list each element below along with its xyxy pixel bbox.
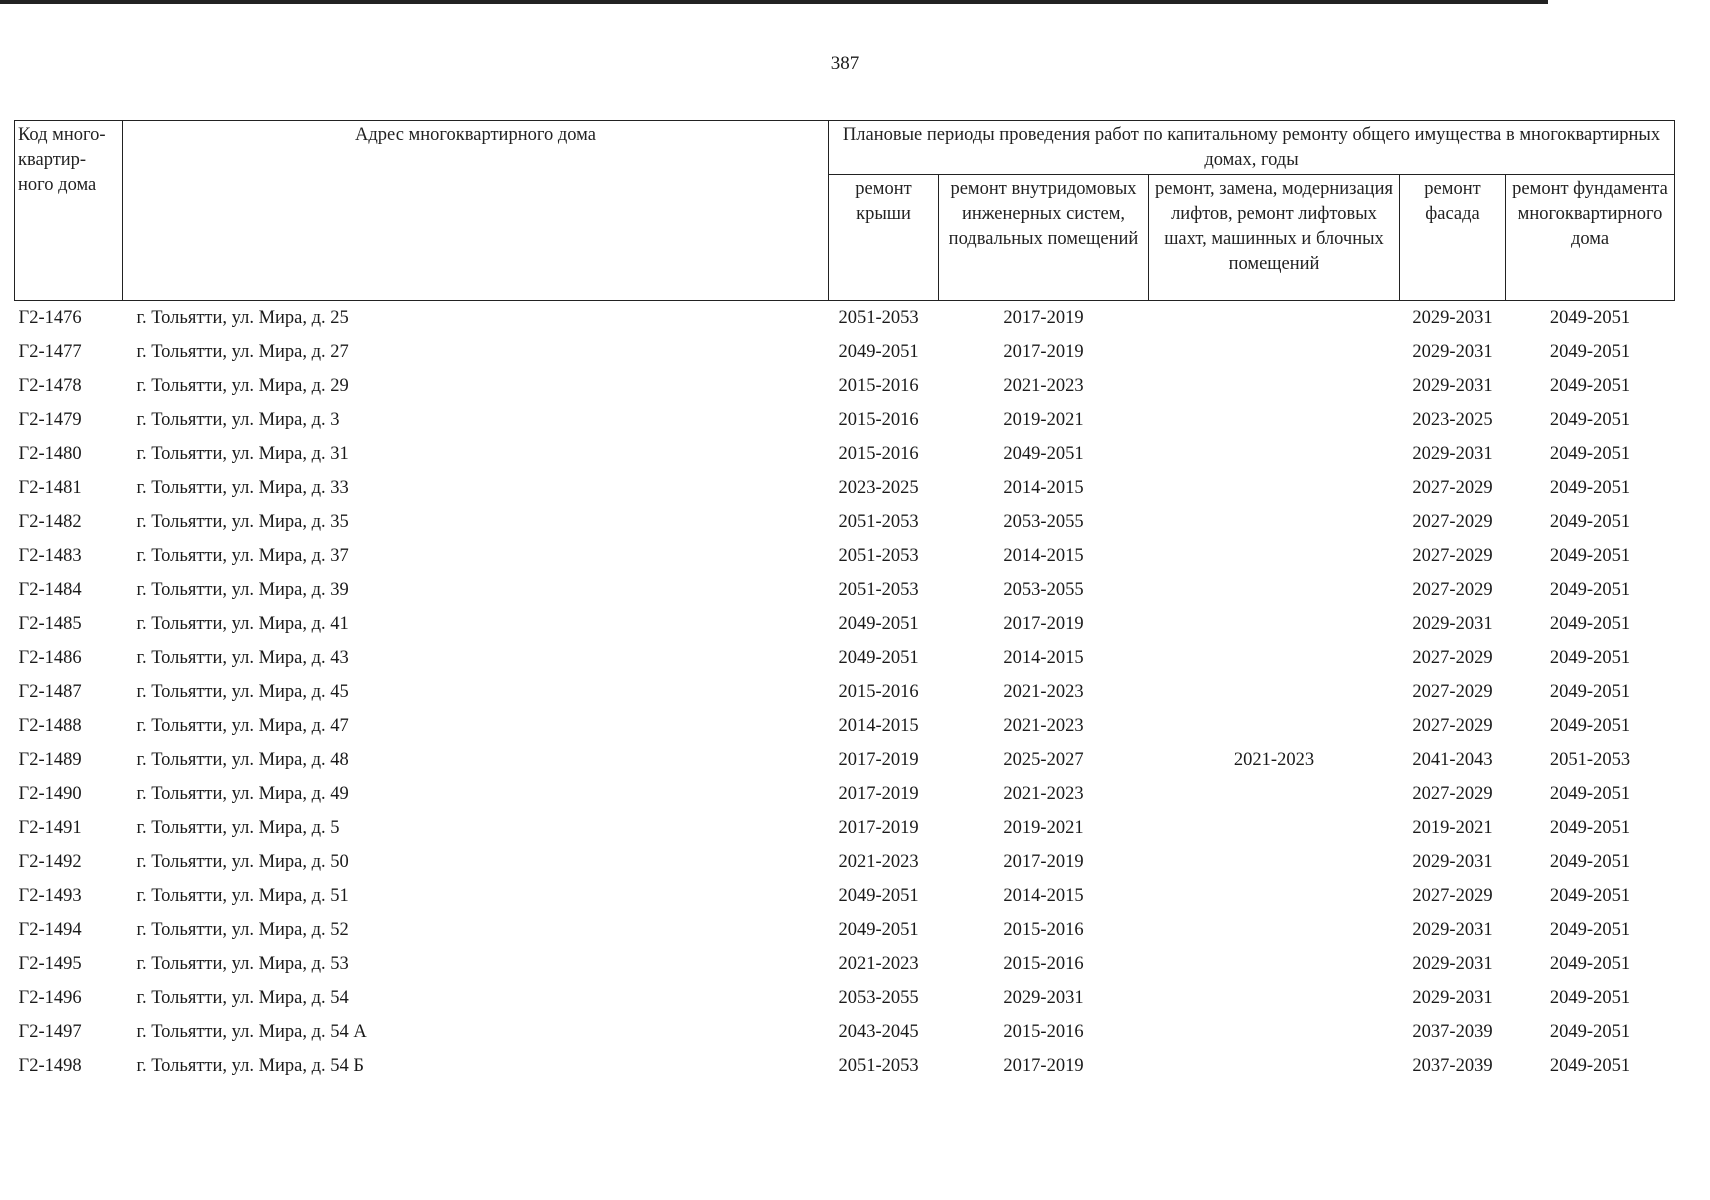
cell-foundation: 2049-2051 (1549, 478, 1631, 498)
cell-foundation: 2049-2051 (1549, 512, 1631, 532)
cell-foundation: 2049-2051 (1549, 444, 1631, 464)
cell-facade: 2041-2043 (1412, 750, 1493, 770)
cell-roof: 2043-2045 (838, 1022, 919, 1042)
cell-address: г. Тольятти, ул. Мира, д. 33 (136, 478, 349, 498)
table-row (15, 913, 1675, 947)
cell-address: г. Тольятти, ул. Мира, д. 54 А (136, 1022, 367, 1042)
cell-facade: 2027-2029 (1412, 546, 1493, 566)
cell-lifts (1149, 539, 1400, 573)
header-engineering: ремонт внутридомовых инженерных систем, подвальных помещений (939, 175, 1149, 301)
cell-address: г. Тольятти, ул. Мира, д. 31 (136, 444, 349, 464)
cell-facade: 2027-2029 (1412, 478, 1493, 498)
cell-lifts (1149, 573, 1400, 607)
cell-address: г. Тольятти, ул. Мира, д. 41 (136, 614, 349, 634)
cell-foundation: 2049-2051 (1549, 818, 1631, 838)
table-header (15, 121, 1675, 301)
cell-foundation: 2049-2051 (1549, 954, 1631, 974)
cell-foundation: 2049-2051 (1549, 886, 1631, 906)
table-row (15, 369, 1675, 403)
cell-code: Г2-1485 (18, 614, 82, 634)
cell-code: Г2-1478 (18, 376, 82, 396)
cell-engineering: 2017-2019 (1003, 1056, 1084, 1076)
cell-address: г. Тольятти, ул. Мира, д. 52 (136, 920, 349, 940)
cell-code: Г2-1477 (18, 342, 82, 362)
cell-roof: 2051-2053 (838, 512, 919, 532)
cell-roof: 2017-2019 (838, 784, 919, 804)
table-row (15, 743, 1675, 777)
cell-foundation: 2049-2051 (1549, 580, 1631, 600)
cell-engineering: 2019-2021 (1003, 410, 1084, 430)
cell-engineering: 2021-2023 (1003, 376, 1084, 396)
cell-lifts (1149, 369, 1400, 403)
cell-address: г. Тольятти, ул. Мира, д. 48 (136, 750, 349, 770)
cell-code: Г2-1483 (18, 546, 82, 566)
cell-facade: 2027-2029 (1412, 648, 1493, 668)
cell-code: Г2-1484 (18, 580, 82, 600)
cell-lifts (1149, 641, 1400, 675)
cell-code: Г2-1497 (18, 1022, 82, 1042)
cell-address: г. Тольятти, ул. Мира, д. 54 Б (136, 1056, 365, 1076)
cell-roof: 2051-2053 (838, 546, 919, 566)
cell-roof: 2015-2016 (838, 376, 919, 396)
table-row (15, 301, 1675, 336)
table-row (15, 539, 1675, 573)
header-row-top (15, 121, 1675, 175)
cell-lifts (1149, 777, 1400, 811)
table-row (15, 573, 1675, 607)
cell-code: Г2-1486 (18, 648, 82, 668)
cell-address: г. Тольятти, ул. Мира, д. 27 (136, 342, 349, 362)
cell-engineering: 2014-2015 (1003, 478, 1084, 498)
cell-lifts (1149, 403, 1400, 437)
cell-code: Г2-1491 (18, 818, 82, 838)
cell-address: г. Тольятти, ул. Мира, д. 49 (136, 784, 349, 804)
cell-lifts: 2021-2023 (1233, 750, 1315, 770)
cell-facade: 2029-2031 (1412, 444, 1493, 464)
cell-engineering: 2025-2027 (1003, 750, 1084, 770)
cell-roof: 2049-2051 (838, 920, 919, 940)
cell-facade: 2037-2039 (1412, 1056, 1493, 1076)
cell-engineering: 2053-2055 (1003, 580, 1084, 600)
table-row (15, 845, 1675, 879)
cell-foundation: 2049-2051 (1549, 410, 1631, 430)
cell-code: Г2-1489 (18, 750, 82, 770)
cell-lifts (1149, 471, 1400, 505)
cell-code: Г2-1493 (18, 886, 82, 906)
cell-roof: 2014-2015 (838, 716, 919, 736)
cell-code: Г2-1481 (18, 478, 82, 498)
cell-roof: 2017-2019 (838, 818, 919, 838)
cell-code: Г2-1480 (18, 444, 82, 464)
cell-facade: 2023-2025 (1412, 410, 1493, 430)
table-row (15, 437, 1675, 471)
cell-facade: 2037-2039 (1412, 1022, 1493, 1042)
cell-foundation: 2049-2051 (1549, 614, 1631, 634)
cell-facade: 2029-2031 (1412, 614, 1493, 634)
table-row (15, 1049, 1675, 1083)
cell-engineering: 2029-2031 (1003, 988, 1084, 1008)
cell-address: г. Тольятти, ул. Мира, д. 51 (136, 886, 349, 906)
header-planned-periods: Плановые периоды проведения работ по капитальному ремонту общего имущества в многоквартирных домах, годы (829, 121, 1675, 175)
cell-engineering: 2021-2023 (1003, 784, 1084, 804)
cell-foundation: 2049-2051 (1549, 682, 1631, 702)
cell-foundation: 2049-2051 (1549, 342, 1631, 362)
cell-foundation: 2049-2051 (1549, 920, 1631, 940)
cell-facade: 2029-2031 (1412, 954, 1493, 974)
cell-code: Г2-1494 (18, 920, 82, 940)
cell-facade: 2029-2031 (1412, 988, 1493, 1008)
header-roof: ремонт крыши (829, 175, 939, 301)
cell-address: г. Тольятти, ул. Мира, д. 43 (136, 648, 349, 668)
header-lifts: ремонт, замена, модернизация лифтов, ремонт лифтовых шахт, машинных и блочных помещений (1149, 175, 1400, 301)
cell-lifts (1149, 335, 1400, 369)
cell-roof: 2015-2016 (838, 682, 919, 702)
cell-foundation: 2049-2051 (1549, 1056, 1631, 1076)
cell-roof: 2051-2053 (838, 580, 919, 600)
cell-roof: 2049-2051 (838, 648, 919, 668)
cell-engineering: 2015-2016 (1003, 1022, 1084, 1042)
cell-roof: 2017-2019 (838, 750, 919, 770)
header-address: Адрес многоквартирного дома (123, 121, 829, 301)
cell-roof: 2049-2051 (838, 614, 919, 634)
cell-address: г. Тольятти, ул. Мира, д. 5 (136, 818, 340, 838)
cell-facade: 2029-2031 (1412, 376, 1493, 396)
cell-address: г. Тольятти, ул. Мира, д. 54 (136, 988, 349, 1008)
cell-code: Г2-1496 (18, 988, 82, 1008)
cell-engineering: 2017-2019 (1003, 308, 1084, 328)
cell-lifts (1149, 709, 1400, 743)
cell-foundation: 2049-2051 (1549, 784, 1631, 804)
cell-code: Г2-1479 (18, 410, 82, 430)
cell-lifts (1149, 811, 1400, 845)
cell-foundation: 2049-2051 (1549, 308, 1631, 328)
cell-code: Г2-1476 (18, 308, 82, 328)
cell-address: г. Тольятти, ул. Мира, д. 47 (136, 716, 349, 736)
table-row (15, 879, 1675, 913)
cell-roof: 2053-2055 (838, 988, 919, 1008)
table-row (15, 777, 1675, 811)
header-facade: ремонт фасада (1400, 175, 1506, 301)
cell-engineering: 2015-2016 (1003, 920, 1084, 940)
table-row (15, 505, 1675, 539)
cell-roof: 2015-2016 (838, 410, 919, 430)
table-row (15, 675, 1675, 709)
table-row (15, 981, 1675, 1015)
header-foundation: ремонт фундамента многоквартирного дома (1506, 175, 1675, 301)
table-body (15, 301, 1675, 1084)
cell-engineering: 2017-2019 (1003, 614, 1084, 634)
repair-schedule-table (14, 120, 1675, 1083)
table-row (15, 947, 1675, 981)
cell-engineering: 2049-2051 (1003, 444, 1084, 464)
top-rule (0, 0, 1548, 4)
cell-facade: 2029-2031 (1412, 920, 1493, 940)
cell-foundation: 2049-2051 (1549, 376, 1631, 396)
cell-code: Г2-1498 (18, 1056, 82, 1076)
table-row (15, 641, 1675, 675)
page-number: 387 (830, 53, 860, 74)
cell-code: Г2-1487 (18, 682, 82, 702)
cell-address: г. Тольятти, ул. Мира, д. 39 (136, 580, 349, 600)
cell-foundation: 2049-2051 (1549, 546, 1631, 566)
cell-address: г. Тольятти, ул. Мира, д. 25 (136, 308, 349, 328)
table-row (15, 403, 1675, 437)
cell-lifts (1149, 505, 1400, 539)
cell-facade: 2029-2031 (1412, 852, 1493, 872)
cell-facade: 2027-2029 (1412, 886, 1493, 906)
cell-engineering: 2017-2019 (1003, 852, 1084, 872)
cell-roof: 2015-2016 (838, 444, 919, 464)
cell-address: г. Тольятти, ул. Мира, д. 53 (136, 954, 349, 974)
cell-roof: 2049-2051 (838, 886, 919, 906)
cell-lifts (1149, 607, 1400, 641)
cell-address: г. Тольятти, ул. Мира, д. 37 (136, 546, 349, 566)
cell-lifts (1149, 675, 1400, 709)
cell-code: Г2-1488 (18, 716, 82, 736)
cell-facade: 2029-2031 (1412, 342, 1493, 362)
cell-lifts (1149, 913, 1400, 947)
cell-roof: 2051-2053 (838, 308, 919, 328)
cell-engineering: 2015-2016 (1003, 954, 1084, 974)
cell-lifts (1149, 301, 1400, 336)
cell-foundation: 2049-2051 (1549, 988, 1631, 1008)
cell-facade: 2027-2029 (1412, 512, 1493, 532)
cell-facade: 2027-2029 (1412, 580, 1493, 600)
cell-facade: 2027-2029 (1412, 716, 1493, 736)
cell-foundation: 2049-2051 (1549, 716, 1631, 736)
table-row (15, 811, 1675, 845)
cell-engineering: 2019-2021 (1003, 818, 1084, 838)
cell-address: г. Тольятти, ул. Мира, д. 45 (136, 682, 349, 702)
cell-engineering: 2021-2023 (1003, 716, 1084, 736)
cell-lifts (1149, 879, 1400, 913)
cell-engineering: 2017-2019 (1003, 342, 1084, 362)
cell-lifts (1149, 947, 1400, 981)
cell-address: г. Тольятти, ул. Мира, д. 29 (136, 376, 349, 396)
cell-lifts (1149, 845, 1400, 879)
cell-address: г. Тольятти, ул. Мира, д. 35 (136, 512, 349, 532)
table-row (15, 709, 1675, 743)
cell-foundation: 2049-2051 (1549, 852, 1631, 872)
cell-roof: 2021-2023 (838, 852, 919, 872)
cell-foundation: 2051-2053 (1549, 750, 1631, 770)
cell-engineering: 2021-2023 (1003, 682, 1084, 702)
cell-facade: 2027-2029 (1412, 784, 1493, 804)
cell-code: Г2-1490 (18, 784, 82, 804)
cell-engineering: 2053-2055 (1003, 512, 1084, 532)
cell-lifts (1149, 1049, 1400, 1083)
cell-lifts (1149, 981, 1400, 1015)
header-code: Код много-квартир-ного дома (15, 121, 123, 301)
table-row (15, 335, 1675, 369)
cell-foundation: 2049-2051 (1549, 648, 1631, 668)
cell-facade: 2029-2031 (1412, 308, 1493, 328)
cell-lifts (1149, 1015, 1400, 1049)
cell-facade: 2027-2029 (1412, 682, 1493, 702)
cell-roof: 2051-2053 (838, 1056, 919, 1076)
cell-roof: 2049-2051 (838, 342, 919, 362)
table-row (15, 471, 1675, 505)
table-row (15, 607, 1675, 641)
cell-address: г. Тольятти, ул. Мира, д. 3 (136, 410, 340, 430)
cell-foundation: 2049-2051 (1549, 1022, 1631, 1042)
cell-code: Г2-1495 (18, 954, 82, 974)
cell-facade: 2019-2021 (1412, 818, 1493, 838)
table-row (15, 1015, 1675, 1049)
cell-roof: 2021-2023 (838, 954, 919, 974)
cell-roof: 2023-2025 (838, 478, 919, 498)
cell-lifts (1149, 437, 1400, 471)
cell-engineering: 2014-2015 (1003, 546, 1084, 566)
cell-code: Г2-1482 (18, 512, 82, 532)
cell-code: Г2-1492 (18, 852, 82, 872)
cell-address: г. Тольятти, ул. Мира, д. 50 (136, 852, 349, 872)
cell-engineering: 2014-2015 (1003, 648, 1084, 668)
cell-engineering: 2014-2015 (1003, 886, 1084, 906)
